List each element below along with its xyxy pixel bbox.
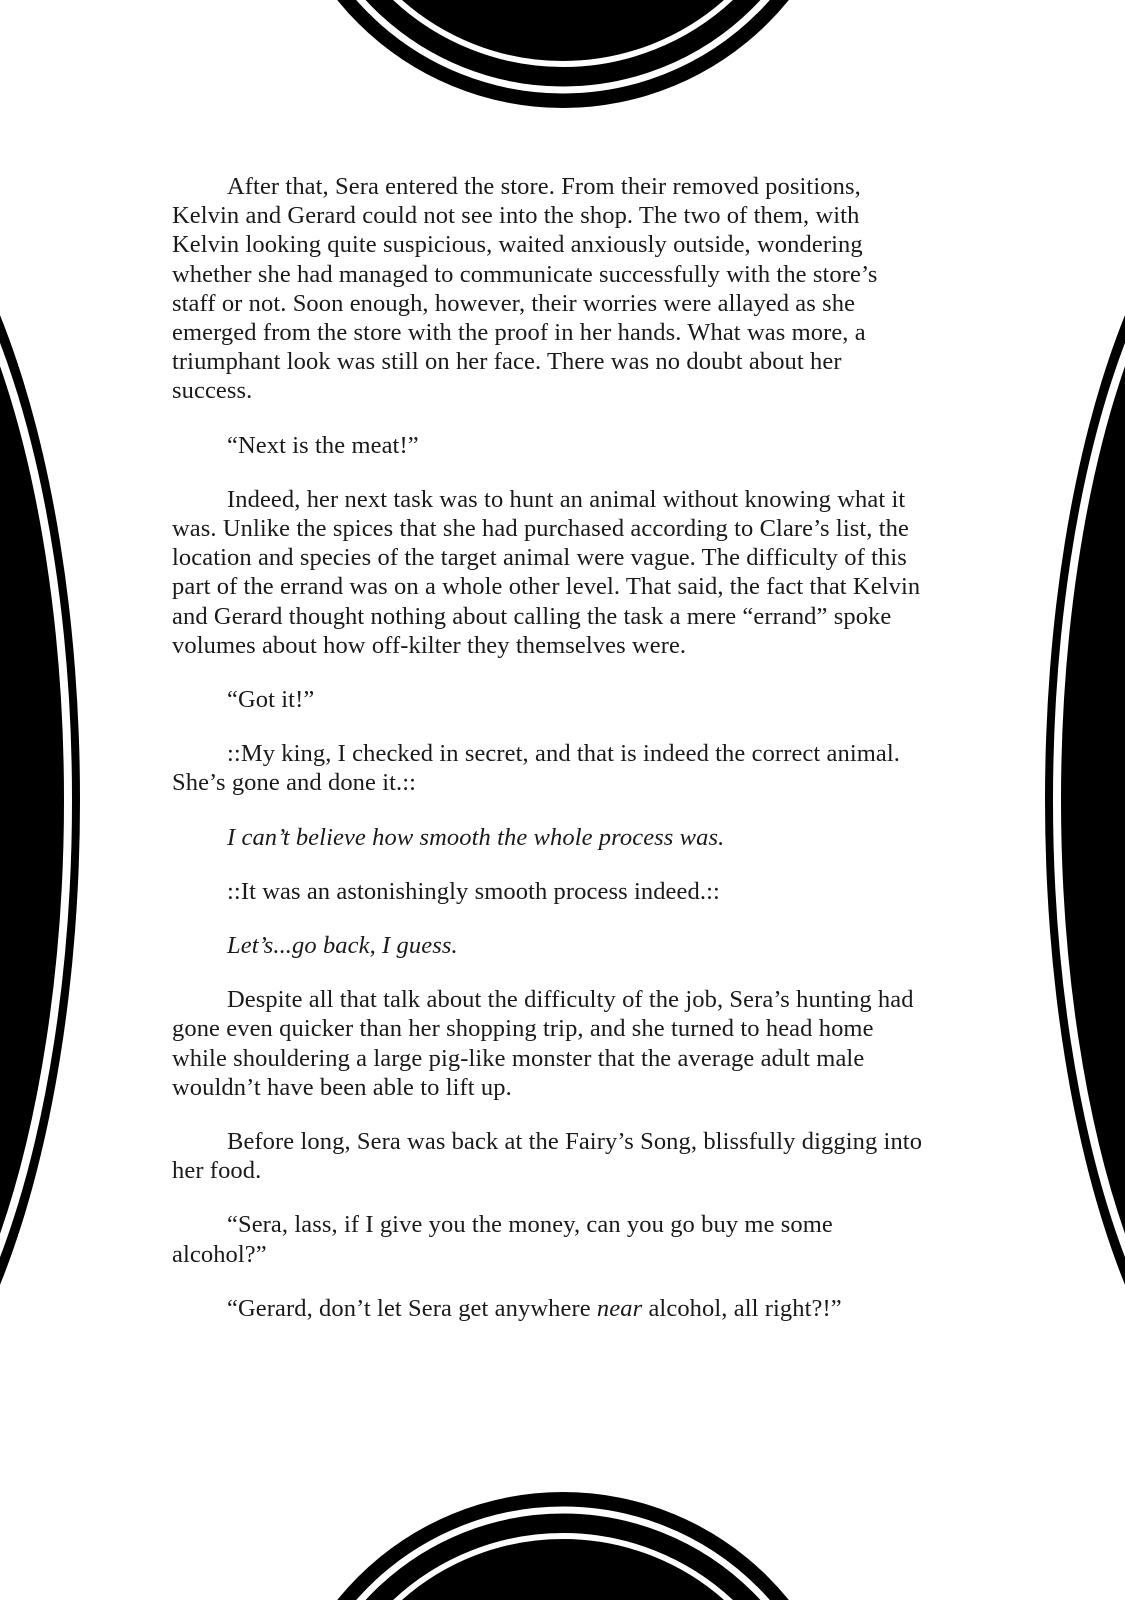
paragraph-narrative: Despite all that talk about the difficulty of the job, Sera’s hunting had gone even quicker than her shopping trip, and she turned to head home while shouldering a large pig-like monster that the average adult male wouldn’t have been able to lift up. (172, 986, 914, 1101)
decorative-medallion-arc-top-icon (93, 0, 1033, 108)
body-text-column (172, 172, 924, 1323)
paragraph-telepathy: ::It was an astonishingly smooth process indeed.:: (227, 877, 720, 905)
paragraph-dialogue: “Next is the meat!” (227, 431, 419, 459)
paragraph-narrative: After that, Sera entered the store. From their removed positions, Kelvin and Gerard could not see into the shop. The two of them, with Kelvin looking quite suspicious, waited anxiously outside, wondering whether she had managed to communicate successfully with the store’s staff or not. Soon enough, however, their worries were allayed as she emerged from the store with the proof in her hands. What was more, a triumphant look was still on her face. There was no doubt about her success. (172, 173, 878, 405)
paragraph-dialogue-with-emphasis (172, 1294, 924, 1323)
paragraph-dialogue: “Sera, lass, if I give you the money, can you go buy me some alcohol?” (172, 1211, 833, 1268)
dialogue-text-before: “Gerard, don’t let Sera get anywhere (227, 1294, 597, 1322)
paragraph-narrative: Before long, Sera was back at the Fairy’s Song, blissfully digging into her food. (172, 1128, 923, 1185)
emphasized-word: near (596, 1294, 643, 1322)
dialogue-text-after: alcohol, all right?!” (642, 1294, 842, 1322)
paragraph-dialogue: “Got it!” (227, 686, 315, 714)
paragraph-inner-thought: Let’s...go back, I guess. (227, 932, 458, 960)
paragraph-telepathy: ::My king, I checked in secret, and that is indeed the correct animal. She’s gone and done it.:: (172, 740, 901, 797)
decorative-crescent-border-left-icon (0, 100, 80, 1500)
decorative-medallion-arc-bottom-icon (93, 1492, 1033, 1600)
paragraph-narrative: Indeed, her next task was to hunt an animal without knowing what it was. Unlike the spices that she had purchased according to Clare’s list, the location and species of the target animal were vague. The difficulty of this part of the errand was on a whole other level. That said, the fact that Kelvin and Gerard thought nothing about calling the task a mere “errand” spoke volumes about how off-kilter they themselves were. (172, 485, 921, 659)
decorative-crescent-border-right-icon (1045, 100, 1125, 1500)
paragraph-inner-thought: I can’t believe how smooth the whole process was. (227, 823, 725, 851)
